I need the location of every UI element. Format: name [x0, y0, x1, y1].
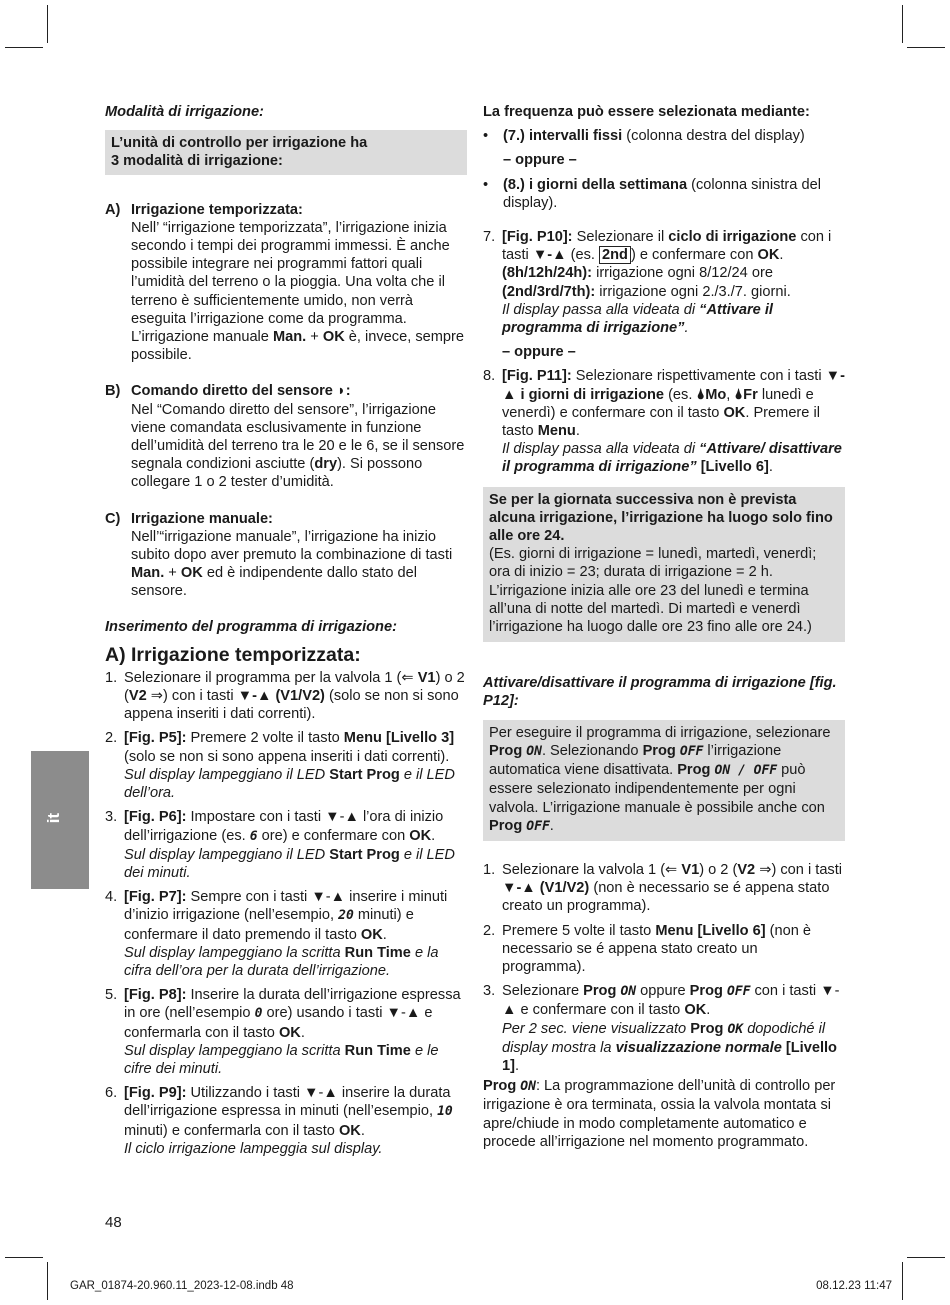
- left-column: [105, 103, 467, 1158]
- big-heading: A) Irrigazione temporizzata:: [105, 643, 361, 666]
- step-1: 1. Selezionare il programma per la valvola 1 (⇐ V1) o 2 (V2 ⇒) con i tasti ▼-▲ (V1/V2) (solo se non si sono appena inseriti i dati correnti).: [105, 669, 465, 723]
- info-box-line: 3 modalità di irrigazione:: [111, 153, 283, 170]
- crop-mark: [5, 47, 43, 48]
- right-column: [483, 103, 845, 1151]
- oppure-text: – oppure –: [503, 152, 577, 169]
- crop-mark: [902, 5, 903, 43]
- lcd-digit: 10: [437, 1104, 453, 1120]
- display-box: 2nd: [599, 246, 631, 264]
- mode-title: Irrigazione manuale:: [131, 510, 273, 527]
- drop-icon: 🌢: [734, 386, 744, 403]
- mode-b: [105, 382, 467, 491]
- language-tab: [31, 751, 89, 889]
- moon-sensor-icon: ◗:: [332, 383, 351, 400]
- crop-mark: [47, 5, 48, 43]
- activate-heading: Attivare/disattivare il programma di irrigazione [fig. P12]:: [483, 675, 837, 710]
- note-bold: Se per la giornata successiva non è prevista alcuna irrigazione, l’irrigazione ha luogo solo fino alle ore 24.: [489, 491, 833, 545]
- step-r3: 3. Selezionare Prog ON oppure Prog OFF con i tasti ▼-▲ e confermare con il tasto OK. Per 2 sec. viene visualizzato Prog OK dopodiché il display mostra la visualizzazione normale [Livello 1].: [483, 983, 840, 1074]
- step-r1: 1. Selezionare la valvola 1 (⇐ V1) o 2 (V2 ⇒) con i tasti ▼-▲ (V1/V2) (non è necessario se é appena stato creato un programma).: [483, 861, 843, 915]
- info-box: [105, 130, 467, 174]
- note-box: [483, 487, 845, 643]
- drop-icon: 🌢: [696, 386, 706, 403]
- step-6: 6. [Fig. P9]: Utilizzando i tasti ▼-▲ inserire la durata dell’irrigazione espressa in minuti (nell’esempio, 10 minuti) e confermarla con il tasto OK. Il ciclo irrigazione lampeggia sul display.: [105, 1085, 453, 1157]
- frequency-heading: La frequenza può essere selezionata mediante:: [483, 104, 810, 120]
- lcd-digit: 20: [338, 908, 354, 924]
- step-5: 5. [Fig. P8]: Inserire la durata dell’irrigazione espressa in ore (nell’esempio 0 ore) usando i tasti ▼-▲ e confermarla con il tasto OK. Sul display lampeggiano la scritta Run Time e le cifre dei minuti.: [105, 987, 461, 1077]
- mode-c: [105, 510, 467, 601]
- crop-mark: [5, 1257, 43, 1258]
- footer-file: GAR_01874-20.960.11_2023-12-08.indb 48: [70, 1280, 294, 1292]
- crop-mark: [907, 1257, 945, 1258]
- mode-title: Irrigazione temporizzata:: [131, 201, 303, 218]
- info-box-line: L’unità di controllo per irrigazione ha: [111, 135, 368, 152]
- step-2: 2. [Fig. P5]: Premere 2 volte il tasto Menu [Livello 3] (solo se non si sono appena inseriti i dati correnti). Sul display lampeggiano il LED Start Prog e il LED dell’ora.: [105, 730, 455, 802]
- crop-mark: [47, 1262, 48, 1300]
- crop-mark: [902, 1262, 903, 1300]
- mode-title: Comando diretto del sensore: [131, 383, 333, 400]
- mode-key: C): [105, 510, 121, 527]
- mode-key: B): [105, 383, 121, 400]
- mode-text: Nel “Comando diretto del sensore”, l’irrigazione viene comandata esclusivamente in funzione dell’umidità del terreno tra le 20 e le 6, se il sensore segnala condizioni asciutte (dry). Si possono collegare 1 o 2 tester d’umidità.: [131, 401, 465, 491]
- footer-date: 08.12.23 11:47: [816, 1280, 892, 1292]
- crop-mark: [907, 47, 945, 48]
- step-r2: 2. Premere 5 volte il tasto Menu [Livello 6] (non è necessario se é appena stato creato un programma).: [483, 922, 812, 975]
- mode-a: [105, 201, 467, 365]
- page-number: 48: [105, 1214, 122, 1231]
- note-text: (Es. giorni di irrigazione = lunedì, martedì, venerdì; ora di inizio = 23; durata di irrigazione = 2 h. L’irrigazione inizia alle ore 23 del lunedì e termina all’una di notte del martedì. Di martedì e venerdì l’irrigazione ha luogo dalle ore 23 fino alle ore 24.): [489, 546, 817, 636]
- step-8: 8. [Fig. P11]: Selezionare rispettivamente con i tasti ▼-▲ i giorni di irrigazione (es. 🌢Mo, 🌢Fr lunedì e venerdì) e confermare con il tasto OK. Premere il tasto Menu. Il display passa alla videata di “Attivare/ disattivare il programma di irrigazione” [Livello 6].: [483, 368, 845, 476]
- section-heading: Modalità di irrigazione:: [105, 104, 264, 120]
- lcd-digit: 0: [254, 1006, 263, 1022]
- final-paragraph: Prog ON: La programmazione dell’unità di controllo per irrigazione è ora terminata, ossia la valvola montata si apre/chiude in modo completamente automatico e procede all’irrigazione nel momento programmato.: [483, 1078, 836, 1150]
- step-4: 4. [Fig. P7]: Sempre con i tasti ▼-▲ inserire i minuti d’inizio irrigazione (nell’esempio, 20 minuti) e confermare il dato premendo il tasto OK. Sul display lampeggiano la scritta Run Time e la cifra dell’ora per la durata dell’irrigazione.: [105, 889, 448, 979]
- lcd-digit: 6: [249, 828, 258, 844]
- mode-key: A): [105, 201, 121, 218]
- oppure-text: – oppure –: [502, 344, 576, 361]
- language-tab-label: it: [44, 812, 64, 824]
- sub-heading: Inserimento del programma di irrigazione:: [105, 618, 397, 635]
- mode-text: Nell’“irrigazione manuale”, l’irrigazione ha inizio subito dopo aver premuto la combinazione di tasti Man. + OK ed è indipendente dallo stato del sensore.: [131, 528, 453, 600]
- bullet-item: • (7.) intervalli fissi (colonna destra del display): [483, 128, 805, 145]
- step-7: 7. [Fig. P10]: Selezionare il ciclo di irrigazione con i tasti ▼-▲ (es. 2nd ) e confermare con OK. (8h/12h/24h): irrigazione ogni 8/12/24 ore (2nd/3rd/7th): irrigazione ogni 2./3./7. giorni. Il display passa alla videata di “Attivare il programma di irrigazione”. – oppure –: [483, 229, 832, 361]
- activate-box: Per eseguire il programma di irrigazione, selezionare Prog ON. Selezionando Prog OFF l’irrigazione automatica viene disattivata. Prog ON / OFF può essere selezionato indipendentemente per ogni valvola. L’irrigazione manuale è possibile anche con Prog OFF.: [483, 720, 845, 841]
- mode-text: Nell’ “irrigazione temporizzata”, l’irrigazione inizia secondo i tempi dei programmi immessi. È anche possibile integrare nei programmi fattori quali l’umidità del terreno o la pioggia. Una volta che il terreno è sufficientemente umido, non verrà eseguita l’irrigazione come da programma. L’irrigazione manuale Man. + OK è, invece, sempre possibile.: [131, 219, 464, 364]
- bullet-item: • (8.) i giorni della settimana (colonna sinistra del display).: [483, 176, 821, 211]
- step-3: 3. [Fig. P6]: Impostare con i tasti ▼-▲ l’ora di inizio dell’irrigazione (es. 6 ore) e confermare con OK. Sul display lampeggiano il LED Start Prog e il LED dei minuti.: [105, 809, 455, 881]
